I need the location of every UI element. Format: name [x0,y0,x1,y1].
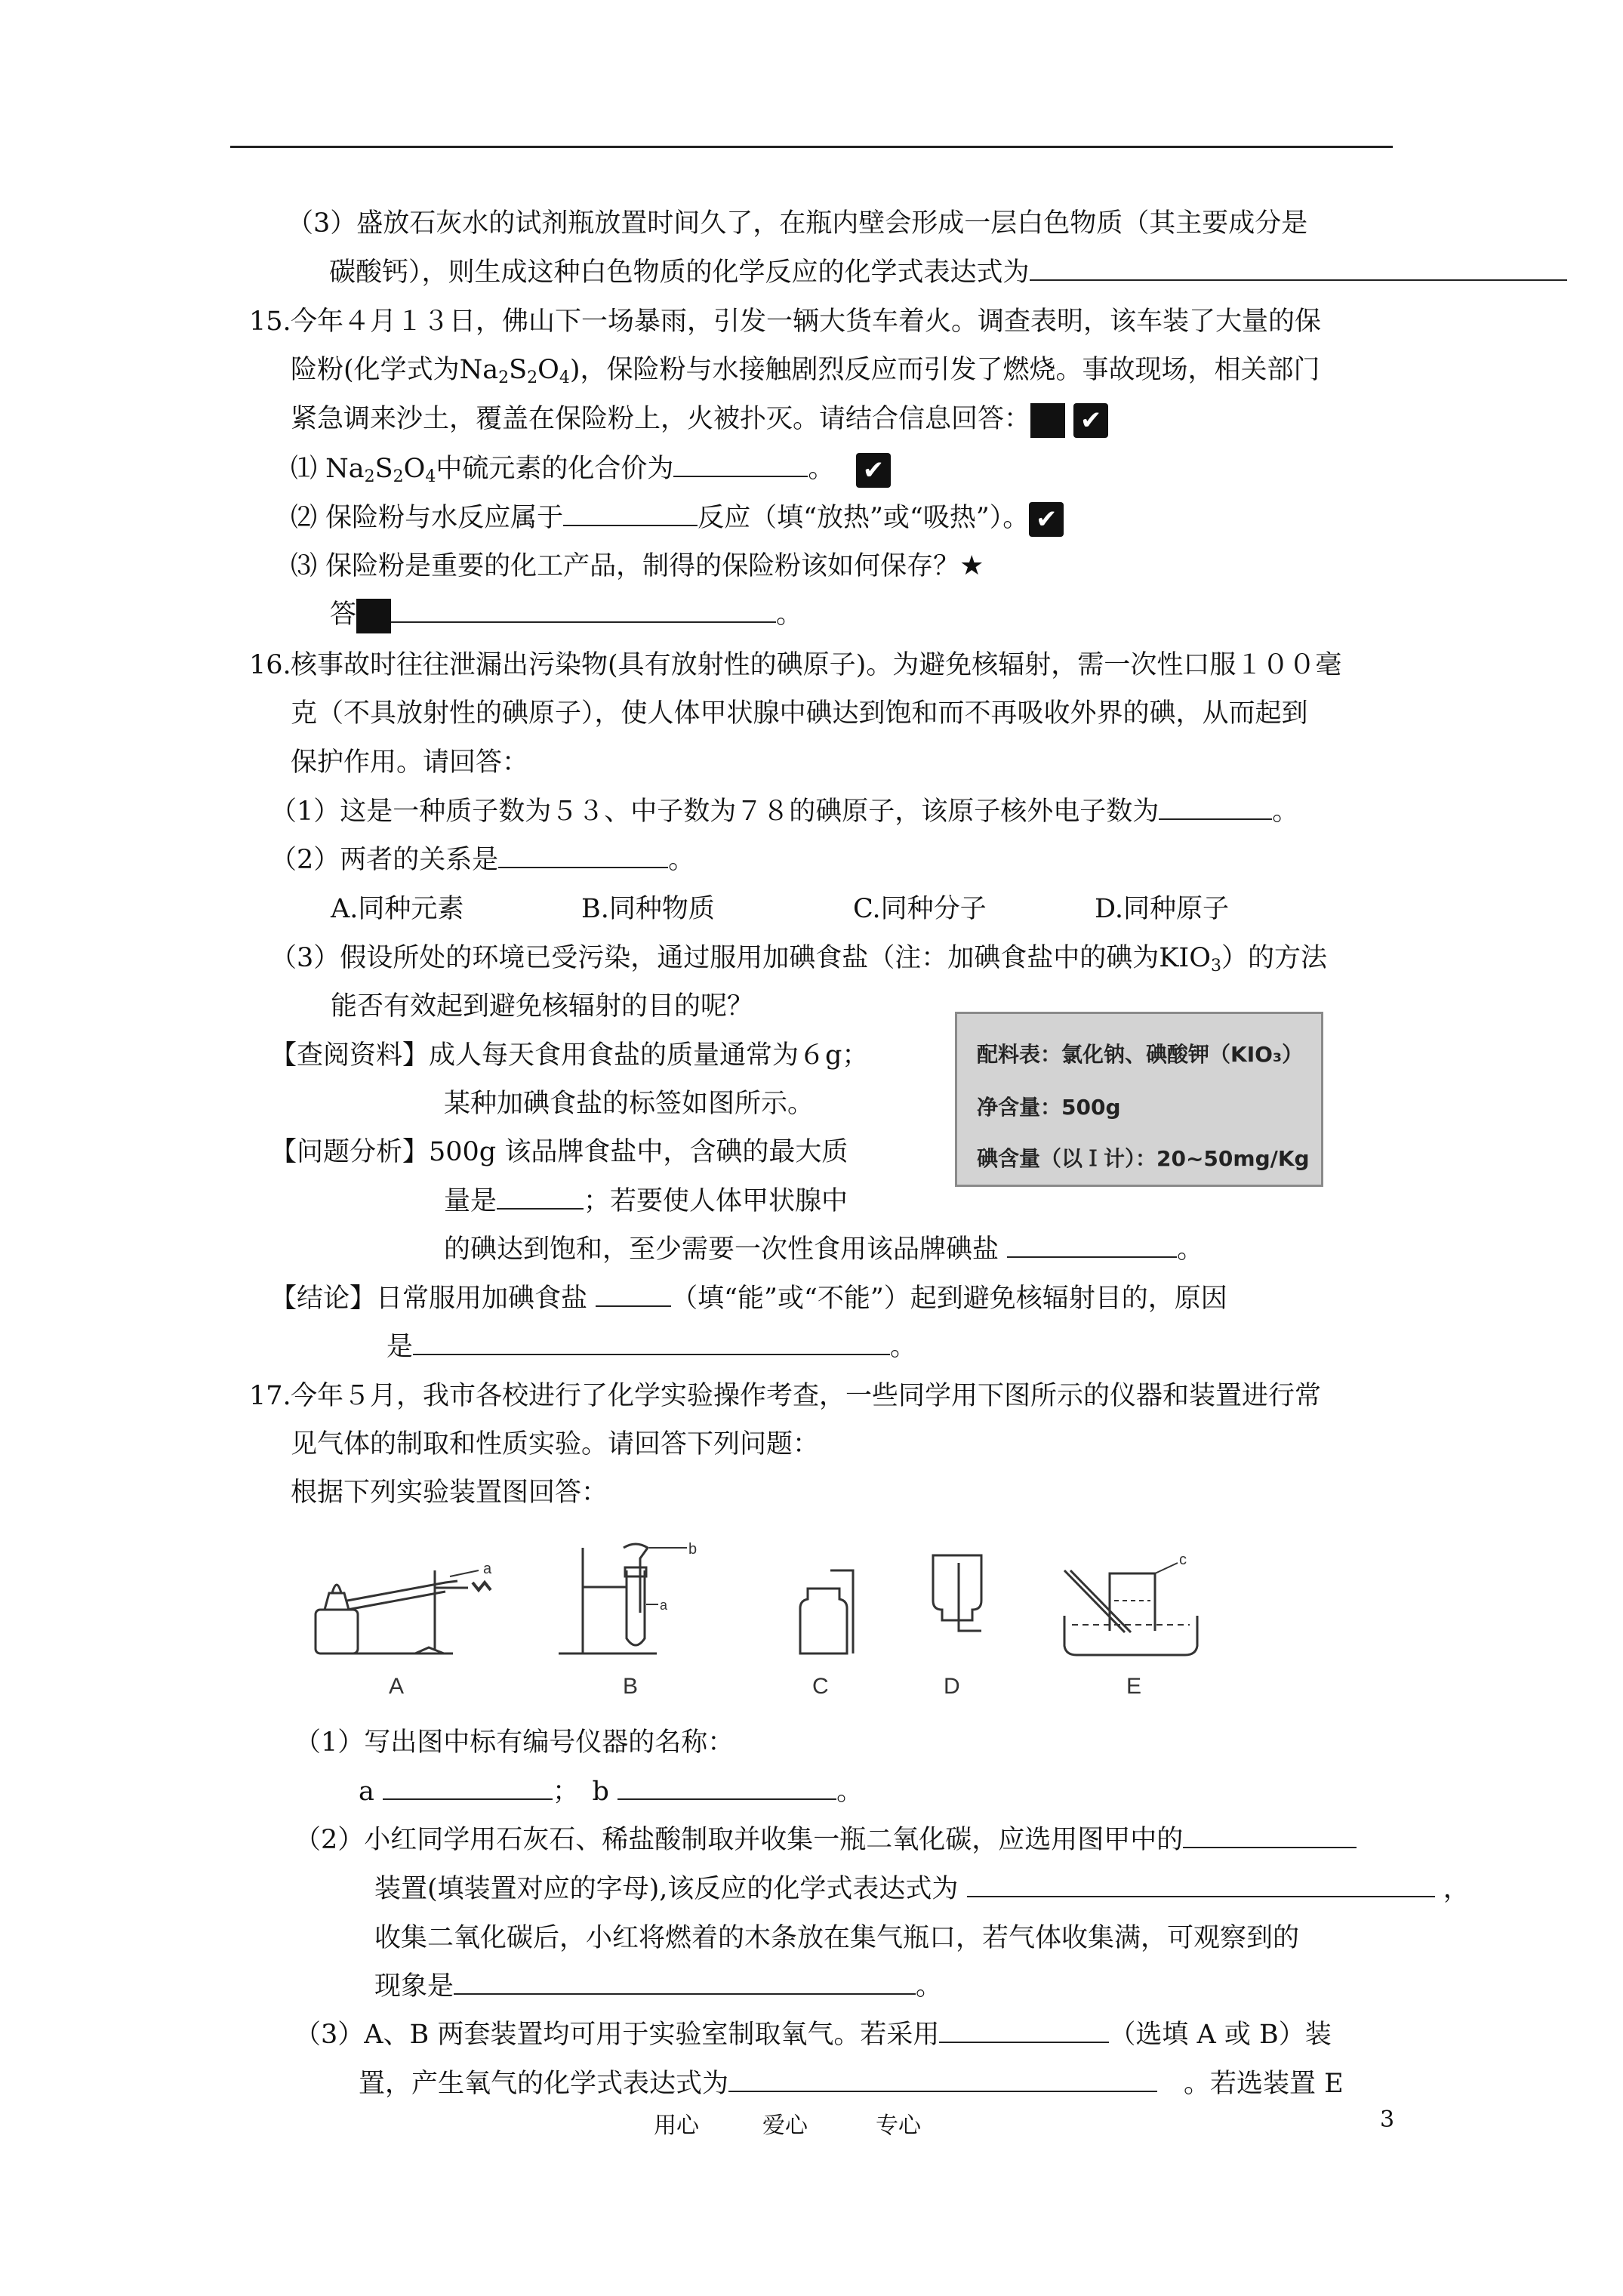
q17-part3-line2: 置，产生氧气的化学式表达式为 。若选装置 E [359,2069,1344,2099]
apparatus-c [800,1570,853,1699]
chemical-formula: $Na_2S_2O_4$ [459,355,570,387]
q15-part3: ⑶ 保险粉是重要的化工产品，制得的保险粉该如何保存？★ [291,550,984,581]
q17-line2: 见气体的制取和性质实验。请回答下列问题： [291,1429,820,1459]
redaction-box [1030,403,1065,438]
q17-part3-line1: （3）A、B 两套装置均可用于实验室制取氧气。若采用 （选填 A 或 B）装 [294,2020,1332,2050]
answer-blank[interactable] [563,502,698,526]
answer-blank[interactable] [596,1283,671,1307]
apparatus-a [316,1561,492,1699]
salt-label-iodine-content: 碘含量（以Ｉ计）：20~50mg/Kg [977,1146,1310,1171]
answer-blank[interactable] [391,599,776,623]
answer-blank[interactable] [413,1331,890,1355]
checkmark-icon: ✔ [1073,403,1108,438]
q17-line3: 根据下列实验装置图回答： [291,1478,608,1508]
salt-label-image [955,1012,1323,1187]
apparatus-figure [302,1540,1283,1699]
answer-blank[interactable] [939,2019,1109,2043]
q15-line3: 紧急调来沙土，覆盖在保险粉上，火被扑灭。请结合信息回答： ✔ [291,402,1108,438]
q15-part1: ⑴ $Na_2S_2O_4$中硫元素的化合价为 。 ✔ [291,451,891,495]
checkmark-icon: ✔ [1029,502,1064,537]
page-number: 3 [1380,2106,1395,2133]
answer-blank[interactable] [1007,1234,1177,1258]
answer-blank[interactable] [728,2068,1157,2092]
q16-line3: 保护作用。请回答： [291,747,529,778]
marker-label-a2: a [660,1598,668,1613]
answer-blank[interactable] [673,453,808,477]
answer-blank[interactable] [497,1185,584,1210]
answer-blank-b[interactable] [617,1776,836,1800]
answer-blank[interactable] [498,844,668,868]
q16-part3-line1: （3）假设所处的环境已受污染，通过服用加碘食盐（注：加碘食盐中的碘为$KIO_3$）的方法 [270,943,1327,975]
q15-line1: 今年４月１３日，佛山下一场暴雨，引发一辆大货车着火。调查表明，该车装了大量的保 [291,307,1322,337]
answer-blank[interactable] [454,1971,916,1995]
star-icon: ★ [959,550,984,581]
header-rule [230,146,1393,148]
apparatus-label-c: C [812,1674,829,1699]
q16-part1: （1）这是一种质子数为５３、中子数为７８的碘原子，该原子核外电子数为 。 [270,797,1299,827]
q16-part3-line2: 能否有效起到避免核辐射的目的呢？ [331,991,754,1022]
q16-analysis-line2: 量是 ；若要使人体甲状腺中 [444,1186,848,1216]
salt-label-ingredients: 配料表：氯化钠、碘酸钾（KIO₃） [977,1042,1304,1067]
redaction-box [356,599,391,633]
footer-word-1: 用心 [654,2113,699,2139]
answer-blank-a[interactable] [383,1776,553,1800]
q14-part3-line1: （3）盛放石灰水的试剂瓶放置时间久了，在瓶内壁会形成一层白色物质（其主要成分是 [287,208,1308,239]
q16-option-d: D.同种原子 [1095,894,1229,924]
q16-line1: 核事故时往往泄漏出污染物(具有放射性的碘原子)。为避免核辐射，需一次性口服１００毫 [291,650,1342,680]
q17-part1: （1）写出图中标有编号仪器的名称： [294,1727,735,1758]
q17-part2-line4: 现象是 。 [374,1971,943,2002]
answer-blank[interactable] [1159,796,1272,820]
marker-label-a: a [483,1561,492,1577]
q16-reference-line1: 【查阅资料】成人每天食用食盐的质量通常为６g； [270,1040,869,1071]
footer-word-2: 爱心 [762,2113,808,2139]
q17-part2-line3: 收集二氧化碳后，小红将燃着的木条放在集气瓶口，若气体收集满，可观察到的 [374,1923,1300,1953]
apparatus-label-b: B [623,1674,639,1699]
apparatus-label-e: E [1126,1674,1142,1699]
q16-reference-line2: 某种加碘食盐的标签如图所示。 [444,1089,815,1119]
q14-part3-line2: 碳酸钙），则生成这种白色物质的化学反应的化学式表达式为 [329,255,1567,290]
q15-number: 15. [249,307,291,337]
q16-number: 16. [249,650,291,680]
q16-analysis-line3: 的碘达到饱和，至少需要一次性食用该品牌碘盐 。 [444,1234,1204,1265]
footer-word-3: 专心 [876,2113,921,2139]
apparatus-label-a: A [389,1674,405,1699]
q16-option-c: C.同种分子 [853,894,987,924]
q17-part2-line1: （2）小红同学用石灰石、稀盐酸制取并收集一瓶二氧化碳，应选用图甲中的 [294,1823,1357,1857]
q16-option-a: A.同种元素 [331,894,464,924]
apparatus-d [933,1555,981,1699]
q17-part2-line2: 装置(填装置对应的字母),该反应的化学式表达式为 ， [374,1874,1470,1904]
apparatus-b [559,1541,697,1699]
q16-line2: 克（不具放射性的碘原子），使人体甲状腺中碘达到饱和而不再吸收外界的碘，从而起到 [291,698,1308,729]
q16-option-b: B.同种物质 [581,894,715,924]
q16-conclusion-line2: 是 。 [387,1332,917,1362]
q17-part1-blanks: a ； b 。 [359,1777,864,1807]
q17-line1: 今年５月，我市各校进行了化学实验操作考查，一些同学用下图所示的仪器和装置进行常 [291,1381,1322,1411]
q15-line2: 险粉(化学式为$Na_2S_2O_4$)，保险粉与水接触剧烈反应而引发了燃烧。事故现场，相关部门 [291,355,1320,387]
apparatus-e [1064,1552,1197,1699]
q16-part2: （2）两者的关系是 。 [270,845,695,875]
q16-analysis-line1: 【问题分析】500g 该品牌食盐中，含碘的最大质 [270,1137,848,1167]
apparatus-label-d: D [944,1674,960,1699]
chemical-formula: $Na_2S_2O_4$ [325,454,436,486]
answer-blank[interactable] [1030,257,1567,281]
q17-number: 17. [249,1381,291,1411]
marker-label-b: b [688,1541,698,1558]
salt-label-net-weight: 净含量：500g [977,1095,1121,1120]
q16-conclusion-line1: 【结论】日常服用加碘食盐 （填“能”或“不能”）起到避免核辐射目的，原因 [270,1284,1227,1314]
checkmark-icon: ✔ [856,453,891,488]
answer-blank[interactable] [967,1873,1435,1897]
q15-answer-line: 答 。 [330,597,802,633]
q15-part2: ⑵ 保险粉与水反应属于 反应（填“放热”或“吸热”）。 ✔ [291,501,1064,537]
answer-blank[interactable] [1183,1824,1357,1848]
marker-label-c: c [1179,1552,1187,1568]
